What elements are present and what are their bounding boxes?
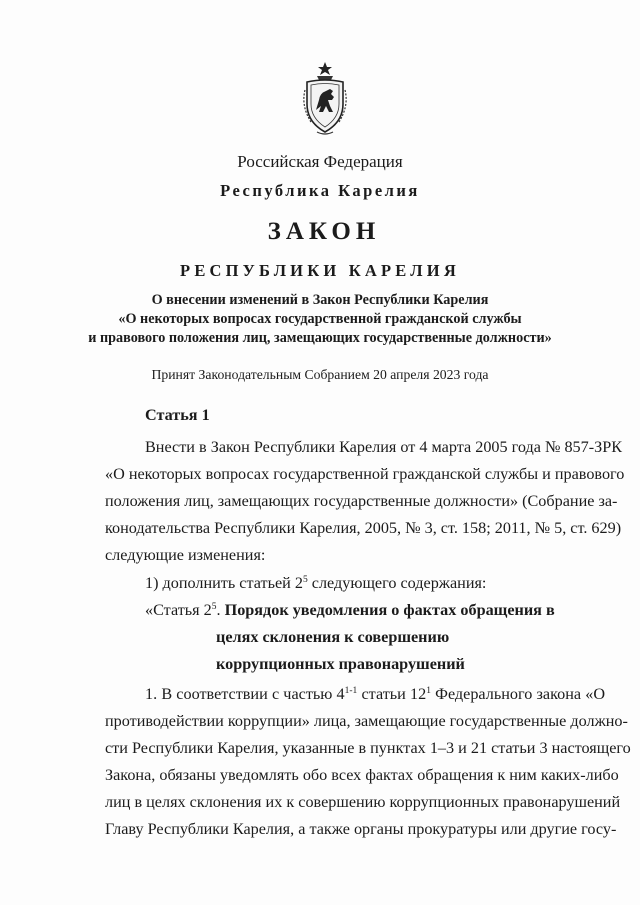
subject-line-1: О внесении изменений в Закон Республики Карелия <box>151 292 489 308</box>
body-line: конодательства Республики Карелия, 2005, № 3, ст. 158; 2011, № 5, ст. 629) <box>105 519 622 537</box>
body-line: положения лиц, замещающих государственные должности» (Собрание за- <box>105 492 618 510</box>
body-line: Закона, обязаны уведомлять обо всех фактах обращения к ним каких-либо <box>105 766 619 784</box>
republic-name: Республика Карелия <box>220 181 420 200</box>
adoption-date: Принят Законодательным Собранием 20 апреля 2023 года <box>151 367 489 382</box>
body-line: лиц в целях склонения их к совершению коррупционных правонарушений <box>105 793 621 811</box>
new-article-title-line: целях склонения к совершению <box>216 628 450 646</box>
body-line: следующие изменения: <box>105 546 266 564</box>
body-line: противодействии коррупции» лица, замещающие государственные должно- <box>105 712 628 730</box>
subject-line-3: и правового положения лиц, замещающих государственные должности» <box>88 330 552 346</box>
country-name: Российская Федерация <box>237 152 403 171</box>
body-line: Внести в Закон Республики Карелия от 4 марта 2005 года № 857-ЗРК <box>145 438 623 456</box>
subject-line-2: «О некоторых вопросах государственной гражданской службы <box>118 311 522 327</box>
new-article-title-line: коррупционных правонарушений <box>216 655 465 673</box>
body-line: Главу Республики Карелия, а также органы прокуратуры или другие госу- <box>105 820 617 838</box>
body-line: сти Республики Карелия, указанные в пунктах 1–3 и 21 статьи 3 настоящего <box>105 739 631 757</box>
amendment-item: 1) дополнить статьей $2^5$ следующего содержания: <box>145 574 487 592</box>
body-line: 1. В соответствии с частью 4$^{1-1}$ статьи $12^1$ Федерального закона «О <box>145 685 606 703</box>
issuer-name: РЕСПУБЛИКИ КАРЕЛИЯ <box>180 261 460 280</box>
article-heading: Статья 1 <box>145 406 210 424</box>
document-type: ЗАКОН <box>267 218 381 245</box>
new-article-heading: «Статья $2^5$. Порядок уведомления о фактах обращения в <box>145 601 555 619</box>
karelia-coat-of-arms-icon <box>295 60 355 138</box>
body-line: «О некоторых вопросах государственной гражданской службы и правового <box>105 465 625 483</box>
